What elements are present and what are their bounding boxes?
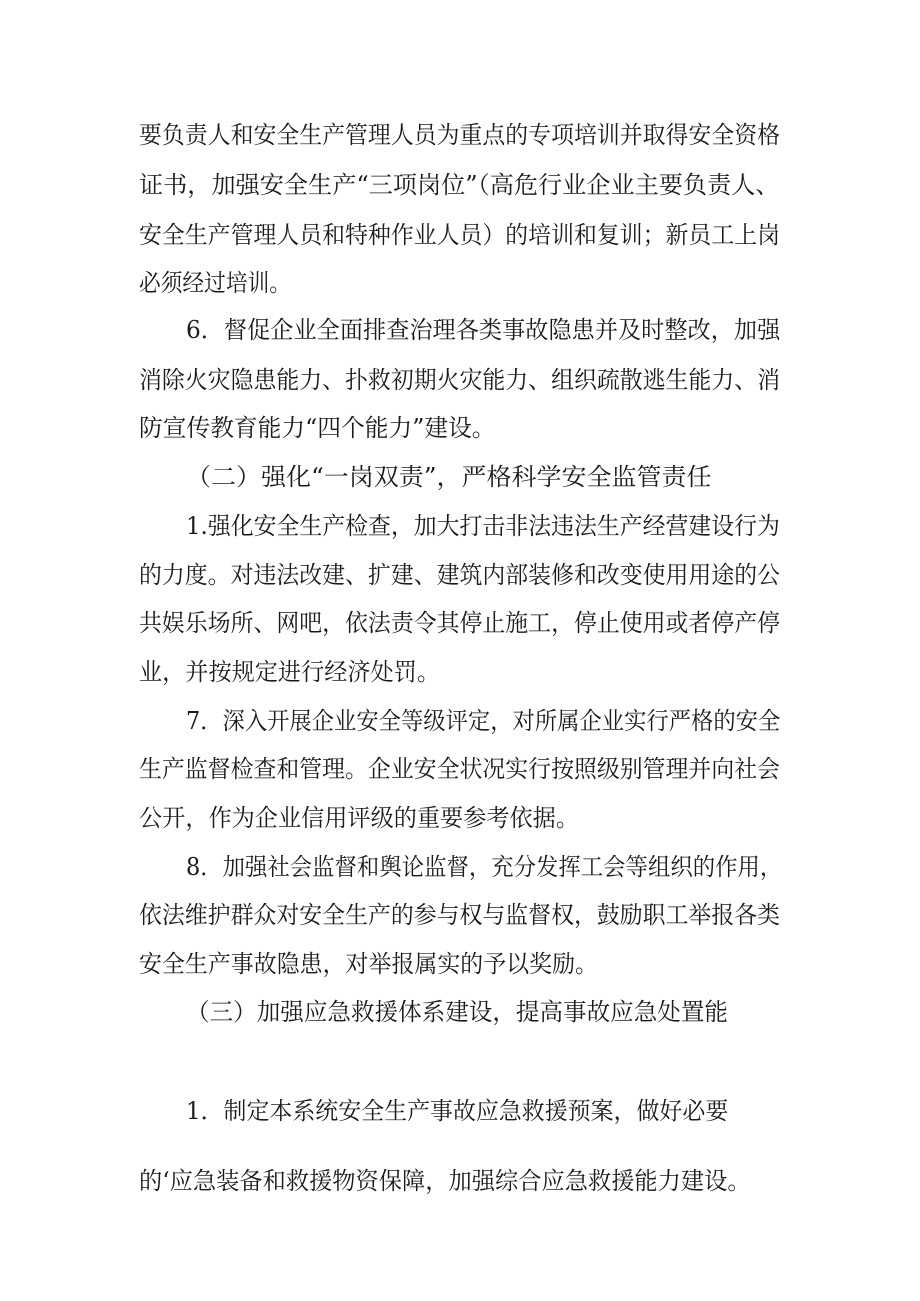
text-line: 公开，作为企业信用评级的重要参考依据。: [139, 804, 579, 832]
section-heading: （二）强化“一岗双责”，严格科学安全监管责任: [186, 463, 712, 491]
text-line: 7．深入开展企业安全等级评定，对所属企业实行严格的安全: [186, 707, 781, 735]
text-line: 业，并按规定进行经济处罚。: [139, 658, 440, 686]
text-line: 证书，加强安全生产“三项岗位”（高危行业企业主要负责人、: [139, 171, 780, 199]
text-line: 生产监督检查和管理。企业安全状况实行按照级别管理并向社会: [139, 755, 780, 783]
text-line: 1.强化安全生产检查，加大打击非法违法生产经营建设行为: [186, 512, 780, 540]
text-line: 依法维护群众对安全生产的参与权与监督权，鼓励职工举报各类: [139, 901, 780, 929]
text-line: 6．督促企业全面排查治理各类事故隐患并及时整改，加强: [186, 316, 781, 344]
text-line: 1．制定本系统安全生产事故应急救援预案，做好必要: [186, 1097, 729, 1125]
text-line: 要负责人和安全生产管理人员为重点的专项培训并取得安全资格: [139, 121, 780, 149]
text-line: 的力度。对违法改建、扩建、建筑内部装修和改变使用用途的公: [139, 561, 780, 589]
text-line: 安全生产事故隐患，对举报属实的予以奖励。: [139, 950, 598, 978]
text-line: 8．加强社会监督和舆论监督，充分发挥工会等组织的作用，: [186, 853, 783, 881]
text-line: 必须经过培训。: [139, 269, 291, 297]
text-line: 安全生产管理人员和特种作业人员）的培训和复训；新员工上岗: [139, 221, 780, 249]
text-line: 消除火灾隐患能力、扑救初期火灾能力、组织疏散逃生能力、消: [139, 366, 780, 394]
text-line: 共娱乐场所、网吧，依法责令其停止施工，停止使用或者停产停: [139, 609, 780, 637]
text-line: 防宣传教育能力“四个能力”建设。: [139, 414, 496, 442]
text-line: 的‘应急装备和救援物资保障，加强综合应急救援能力建设。: [139, 1167, 751, 1195]
section-heading: （三）加强应急救援体系建设，提高事故应急处置能: [186, 998, 728, 1026]
